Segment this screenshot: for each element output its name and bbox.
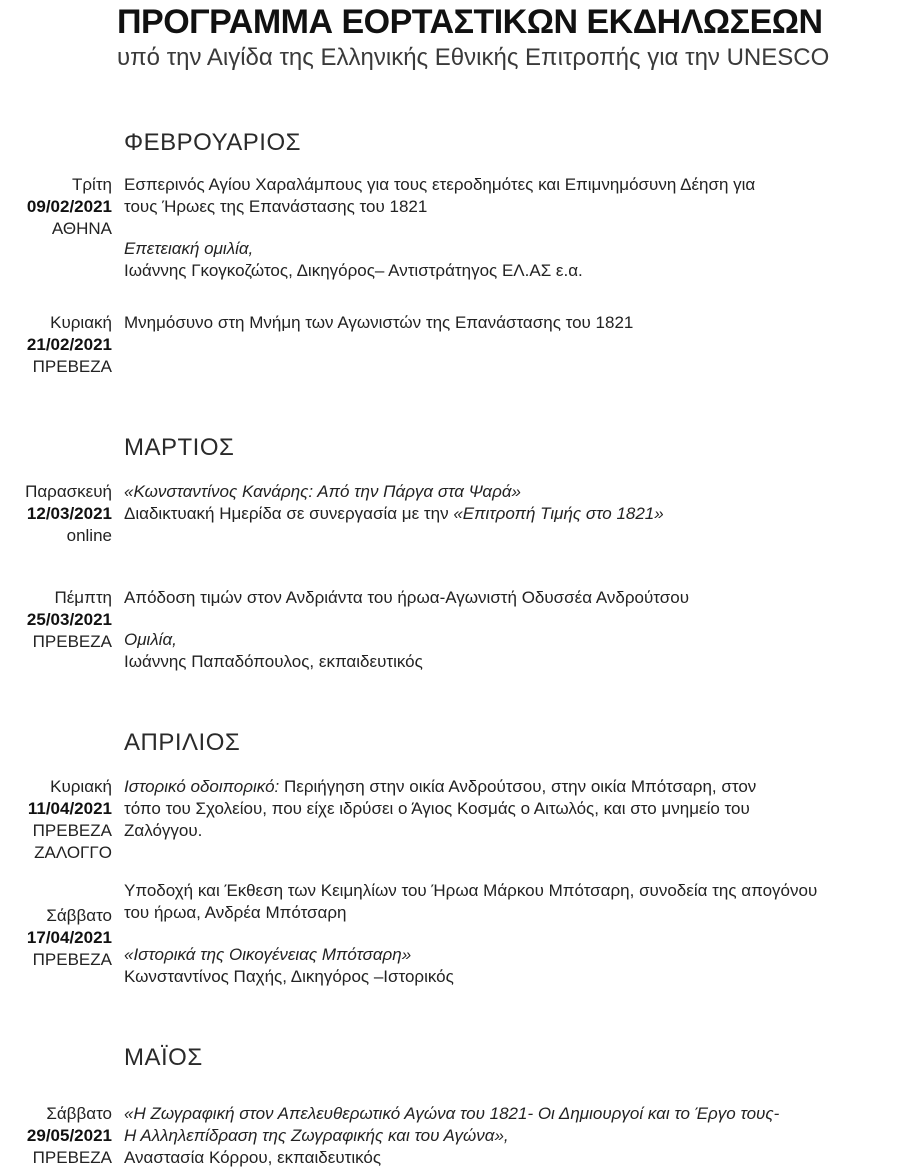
text-run: Η Αλληλεπίδραση της Ζωγραφικής και του Αγώνα», [124,1126,509,1145]
event-day: Τρίτη [71,175,112,194]
event-location: ΠΡΕΒΕΖΑ [32,950,112,969]
document-header [117,2,880,74]
event-day: Πέμπτη [54,588,112,607]
text-run: Περιήγηση στην οικία Ανδρούτσου, στην οικία Μπότσαρη, στον [283,777,757,796]
event-row [0,587,900,673]
event-location: ΠΡΕΒΕΖΑ [32,632,112,651]
event-row [0,481,900,547]
event-location: ΑΘΗΝΑ [51,219,112,238]
event-description [124,587,840,673]
event-paragraph [124,481,840,503]
event-date-block [0,587,112,653]
event-paragraph [124,629,840,651]
event-date: 17/04/2021 [26,928,112,947]
text-run: Ζαλόγγου. [124,821,203,840]
event-paragraph [124,238,840,260]
text-run: του ήρωα, Ανδρέα Μπότσαρη [124,903,347,922]
event-date-block [0,312,112,378]
text-run: Μνημόσυνο στη Μνήμη των Αγωνιστών της Επανάστασης του 1821 [124,313,634,332]
event-description [124,481,840,525]
text-run: «Ιστορικά της Οικογένειας Μπότσαρη» [124,945,412,964]
event-day: Σάββατο [46,906,112,925]
event-description [124,174,840,282]
event-date-block [0,1103,112,1169]
event-paragraph [124,587,840,609]
month-heading: ΜΑΪΟΣ [124,1044,203,1071]
event-description [124,1103,840,1169]
text-run: τους Ήρωες της Επανάστασης του 1821 [124,197,428,216]
event-paragraph [124,260,840,282]
text-run: «Επιτροπή Τιμής στο 1821» [453,504,664,523]
event-paragraph [124,880,840,924]
text-run: «Κωνσταντίνος Κανάρης: Από την Πάργα στα Ψαρά» [124,482,521,501]
event-date-block [0,174,112,240]
month-section [0,728,900,988]
event-paragraph [124,776,840,842]
event-paragraph [124,174,840,218]
event-paragraph [124,944,840,966]
text-run: Κωνσταντίνος Παχής, Δικηγόρος –Ιστορικός [124,967,454,986]
text-run: Διαδικτυακή Ημερίδα σε συνεργασία με την [124,504,454,523]
event-date-block [0,880,112,971]
event-row [0,312,900,378]
document-title: ΠΡΟΓΡΑΜΜΑ ΕΟΡΤΑΣΤΙΚΩΝ ΕΚΔΗΛΩΣΕΩΝ [117,3,823,41]
event-description [124,776,840,842]
event-description [124,312,840,334]
event-location: ΠΡΕΒΕΖΑ [32,821,112,840]
event-day: Κυριακή [50,777,112,796]
event-paragraph [124,1147,840,1169]
text-run: Ιστορικό οδοιπορικό: [124,777,284,796]
event-row [0,880,900,988]
event-paragraph [124,651,840,673]
event-description [124,880,840,988]
text-run: Επετειακή ομιλία, [124,239,254,258]
event-row [0,776,900,864]
event-row [0,1103,900,1169]
event-date: 25/03/2021 [26,610,112,629]
event-location: online [66,526,112,545]
text-run: Εσπερινός Αγίου Χαραλάμπους για τους ετεροδημότες και Επιμνημόσυνη Δέηση για [124,175,756,194]
document-subtitle: υπό την Αιγίδα της Ελληνικής Εθνικής Επιτροπής για την UNESCO [117,44,830,71]
text-run: Υποδοχή και Έκθεση των Κειμηλίων του Ήρωα Μάρκου Μπότσαρη, συνοδεία της απογόνου [124,881,818,900]
event-paragraph [124,1103,840,1147]
text-run: Απόδοση τιμών στον Ανδριάντα του ήρωα-Αγωνιστή Οδυσσέα Ανδρούτσου [124,588,689,607]
month-section [0,1043,900,1169]
event-date: 21/02/2021 [26,335,112,354]
event-location: ΠΡΕΒΕΖΑ [32,1148,112,1167]
text-run: Ιωάννης Γκογκοζώτος, Δικηγόρος– Αντιστράτηγος ΕΛ.ΑΣ ε.α. [124,261,583,280]
event-day: Σάββατο [46,1104,112,1123]
event-row [0,174,900,282]
month-heading: ΑΠΡΙΛΙΟΣ [124,729,241,756]
event-paragraph [124,966,840,988]
text-run: «Η Ζωγραφική στον Απελευθερωτικό Αγώνα του 1821- Οι Δημιουργοί και το Έργο τους- [124,1104,780,1123]
event-date: 12/03/2021 [26,504,112,523]
event-date: 29/05/2021 [26,1126,112,1145]
event-date: 09/02/2021 [26,197,112,216]
text-run: Ομιλία, [124,630,177,649]
event-location: ΖΑΛΟΓΓΟ [34,843,112,862]
event-day: Κυριακή [50,313,112,332]
text-run: τόπο του Σχολείου, που είχε ιδρύσει ο Άγιος Κοσμάς ο Αιτωλός, και στο μνημείο του [124,799,750,818]
sections [0,128,900,1169]
month-heading: ΦΕΒΡΟΥΑΡΙΟΣ [124,129,301,156]
event-date-block [0,776,112,864]
event-location: ΠΡΕΒΕΖΑ [32,357,112,376]
month-heading: ΜΑΡΤΙΟΣ [124,434,235,461]
text-run: Αναστασία Κόρρου, εκπαιδευτικός [124,1148,382,1167]
event-date: 11/04/2021 [27,799,112,818]
event-paragraph [124,312,840,334]
month-section [0,128,900,378]
month-section [0,433,900,673]
event-date-block [0,481,112,547]
event-day: Παρασκευή [25,482,112,501]
text-run: Ιωάννης Παπαδόπουλος, εκπαιδευτικός [124,652,423,671]
event-paragraph [124,503,840,525]
